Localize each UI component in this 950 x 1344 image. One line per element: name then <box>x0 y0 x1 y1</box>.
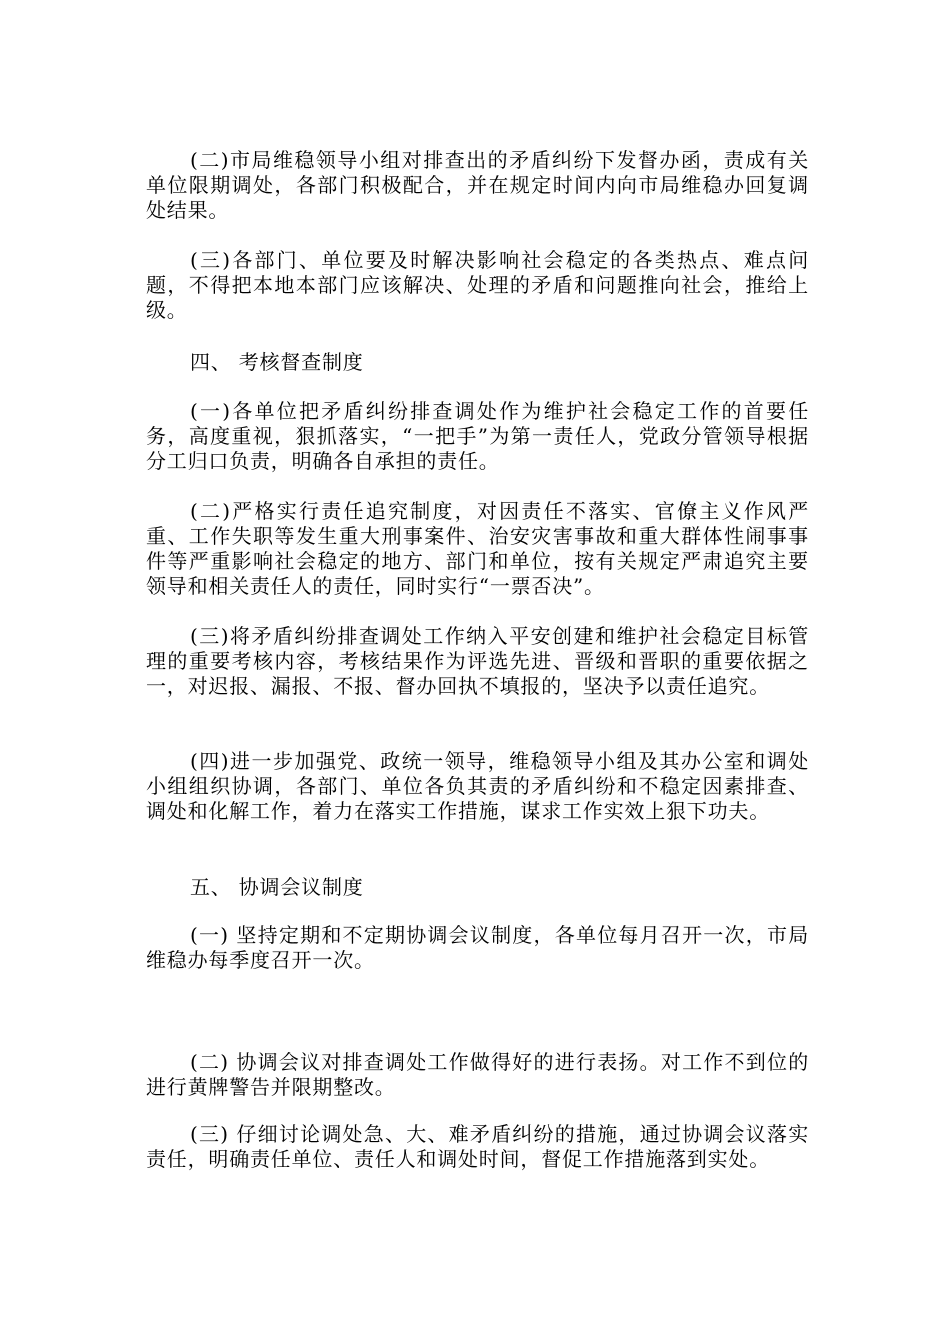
section-heading-meetings: 五、 协调会议制度 <box>190 875 364 899</box>
paragraph-supervision-letter: (二)市局维稳领导小组对排查出的矛盾纠纷下发督办函，责成有关单位限期调处，各部门积极配合，并在规定时间内向市局维稳办回复调处结果。 <box>146 148 809 222</box>
paragraph-accountability: (二)严格实行责任追究制度，对因责任不落实、官僚主义作风严重、工作失职等发生重大刑事案件、治安灾害事故和重大群体性闹事事件等严重影响社会稳定的地方、部门和单位，按有关规定严肃追究主要领导和相关责任人的责任，同时实行“一票否决”。 <box>146 499 809 598</box>
paragraph-regular-meetings: (一) 坚持定期和不定期协调会议制度，各单位每月召开一次，市局维稳办每季度召开一次。 <box>146 923 809 972</box>
paragraph-assessment-content: (三)将矛盾纠纷排查调处工作纳入平安创建和维护社会稳定目标管理的重要考核内容，考核结果作为评选先进、晋级和晋职的重要依据之一，对迟报、漏报、不报、督办回执不填报的，坚决予以责任追究。 <box>146 624 809 698</box>
paragraph-discussion-measures: (三) 仔细讨论调处急、大、难矛盾纠纷的措施，通过协调会议落实责任，明确责任单位、责任人和调处时间，督促工作措施落到实处。 <box>146 1122 809 1171</box>
paragraph-unified-leadership: (四)进一步加强党、政统一领导，维稳领导小组及其办公室和调处小组组织协调，各部门、单位各负其责的矛盾纠纷和不稳定因素排查、调处和化解工作，着力在落实工作措施，谋求工作实效上狠下功夫。 <box>146 749 809 823</box>
paragraph-resolve-hotspots: (三)各部门、单位要及时解决影响社会稳定的各类热点、难点问题，不得把本地本部门应该解决、处理的矛盾和问题推向社会，推给上级。 <box>146 248 809 322</box>
section-heading-assessment: 四、 考核督查制度 <box>190 350 364 374</box>
paragraph-primary-task: (一)各单位把矛盾纠纷排查调处作为维护社会稳定工作的首要任务，高度重视，狠抓落实，“一把手”为第一责任人，党政分管领导根据分工归口负责，明确各自承担的责任。 <box>146 399 809 473</box>
paragraph-commendation: (二) 协调会议对排查调处工作做得好的进行表扬。对工作不到位的进行黄牌警告并限期整改。 <box>146 1050 809 1099</box>
